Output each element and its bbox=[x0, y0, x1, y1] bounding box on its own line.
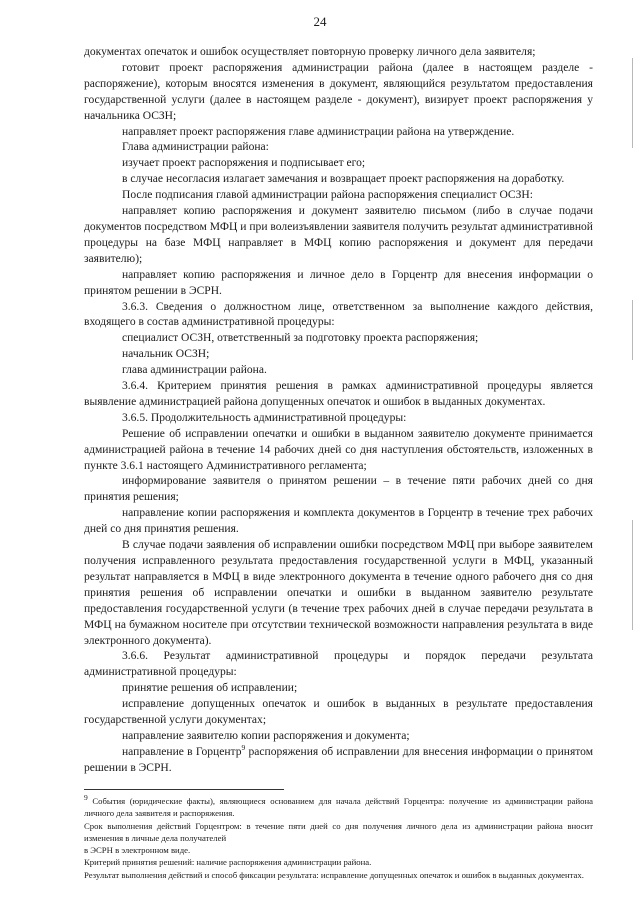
footnote-divider bbox=[84, 789, 284, 790]
paragraph: Глава администрации района: bbox=[122, 141, 269, 154]
footnote-text: События (юридические факты), являющиеся основанием для начала действий Горцентра: получение из администрации района личного дела заявителя и распоряжения. bbox=[84, 796, 593, 819]
paragraph: документах опечаток и ошибок осуществляет повторную проверку личного дела заявителя; bbox=[84, 46, 536, 58]
paragraph: специалист ОСЗН, ответственный за подготовку проекта распоряжения; bbox=[122, 332, 479, 345]
paragraph: готовит проект распоряжения администрации района (далее в настоящем разделе - распоряжение), которым вносятся изменения в документ, являющийся результатом предоставления государственной услуги (далее в настоящем разделе - документ), визирует проект распоряжения у начальника ОСЗН; bbox=[84, 61, 593, 122]
scan-edge-mark bbox=[632, 58, 633, 148]
section-3-6-6: 3.6.6. Результат административной процедуры и порядок передачи результата административной процедуры: bbox=[84, 650, 593, 679]
body-text bbox=[84, 45, 593, 777]
scan-edge-mark bbox=[632, 520, 633, 630]
paragraph: направление копии распоряжения и комплекта документов в Горцентр в течение трех рабочих дней со дня принятия решения. bbox=[84, 507, 593, 536]
paragraph: В случае подачи заявления об исправлении ошибки посредством МФЦ при выборе заявителем получения исправленного результата предоставления государственной услуги в МФЦ, указанный результат направляется в МФЦ в виде электронного документа в течение одного рабочего дня со дня принятия решения об исправлении опечатки и ошибки в выданном заявителю результате предоставления государственной услуги (в течение трех рабочих дней в случае передачи результата в МФЦ на бумажном носителе при отсутствии технической возможности направления результата в виде электронного документа). bbox=[84, 539, 593, 647]
paragraph: глава администрации района. bbox=[122, 364, 267, 377]
footnote-line bbox=[84, 795, 593, 820]
scan-edge-mark bbox=[632, 300, 633, 360]
footnote-line: Результат выполнения действий и способ фиксации результата: исправление допущенных опечаток и ошибок в выданных документах. bbox=[84, 869, 584, 880]
paragraph: информирование заявителя о принятом решении – в течение пяти рабочих дней со дня принятия решения; bbox=[84, 475, 593, 504]
page-number: 24 bbox=[313, 14, 327, 29]
footnote-line: в ЭСРН в электронном виде. bbox=[84, 845, 191, 856]
section-3-6-3: 3.6.3. Сведения о должностном лице, ответственном за выполнение каждого действия, входящего в состав административной процедуры: bbox=[84, 300, 593, 329]
paragraph-text: распоряжения об исправлении для внесения информации о принятом решении в ЭСРН. bbox=[84, 745, 594, 774]
paragraph: направляет копию распоряжения и документ заявителю письмом (либо в случае подачи документов посредством МФЦ и при волеизъявлении заявителя получить результат административной процедуры на базе МФЦ направляет в МФЦ копию распоряжения и документ для передачи заявителю); bbox=[84, 205, 593, 265]
footnote-line: Критерий принятия решений: наличие распоряжения администрации района. bbox=[84, 857, 372, 868]
paragraph: направляет проект распоряжения главе администрации района на утверждение. bbox=[122, 125, 515, 138]
section-3-6-4: 3.6.4. Критерием принятия решения в рамках административной процедуры является выявление администрацией района допущенных опечаток и ошибок в выданных документах. bbox=[84, 380, 593, 408]
paragraph: изучает проект распоряжения и подписывает его; bbox=[122, 157, 366, 170]
paragraph: исправление допущенных опечаток и ошибок в выданных в результате предоставления государственной услуги документах; bbox=[84, 698, 593, 727]
section-3-6-5: 3.6.5. Продолжительность административной процедуры: bbox=[122, 411, 407, 424]
footnote-line: Срок выполнения действий Горцентром: в течение пяти дней со дня получения личного дела из администрации района вносит изменения в личные дела получателей bbox=[84, 820, 593, 843]
paragraph-with-footnote-ref bbox=[84, 745, 593, 777]
paragraph: начальник ОСЗН; bbox=[122, 348, 210, 361]
paragraph: в случае несогласия излагает замечания и возвращает проект распоряжения на доработку. bbox=[122, 173, 565, 186]
paragraph-text: направление в Горцентр bbox=[122, 745, 242, 758]
paragraph: направление заявителю копии распоряжения и документа; bbox=[122, 729, 410, 742]
footnote bbox=[84, 795, 593, 881]
paragraph: направляет копию распоряжения и личное дело в Горцентр для внесения информации о принятом решении в ЭСРН. bbox=[84, 268, 593, 297]
paragraph: принятие решения об исправлении; bbox=[122, 682, 298, 695]
paragraph: После подписания главой администрации района распоряжения специалист ОСЗН: bbox=[122, 189, 533, 202]
footnote-ref: 9 bbox=[241, 743, 246, 753]
footnote-mark: 9 bbox=[84, 793, 88, 803]
paragraph: Решение об исправлении опечатки и ошибки в выданном заявителю документе принимается администрацией района в течение 14 рабочих дней со дня наступления обстоятельств, изложенных в пункте 3.6.1 настоящего Административного регламента; bbox=[84, 427, 593, 472]
